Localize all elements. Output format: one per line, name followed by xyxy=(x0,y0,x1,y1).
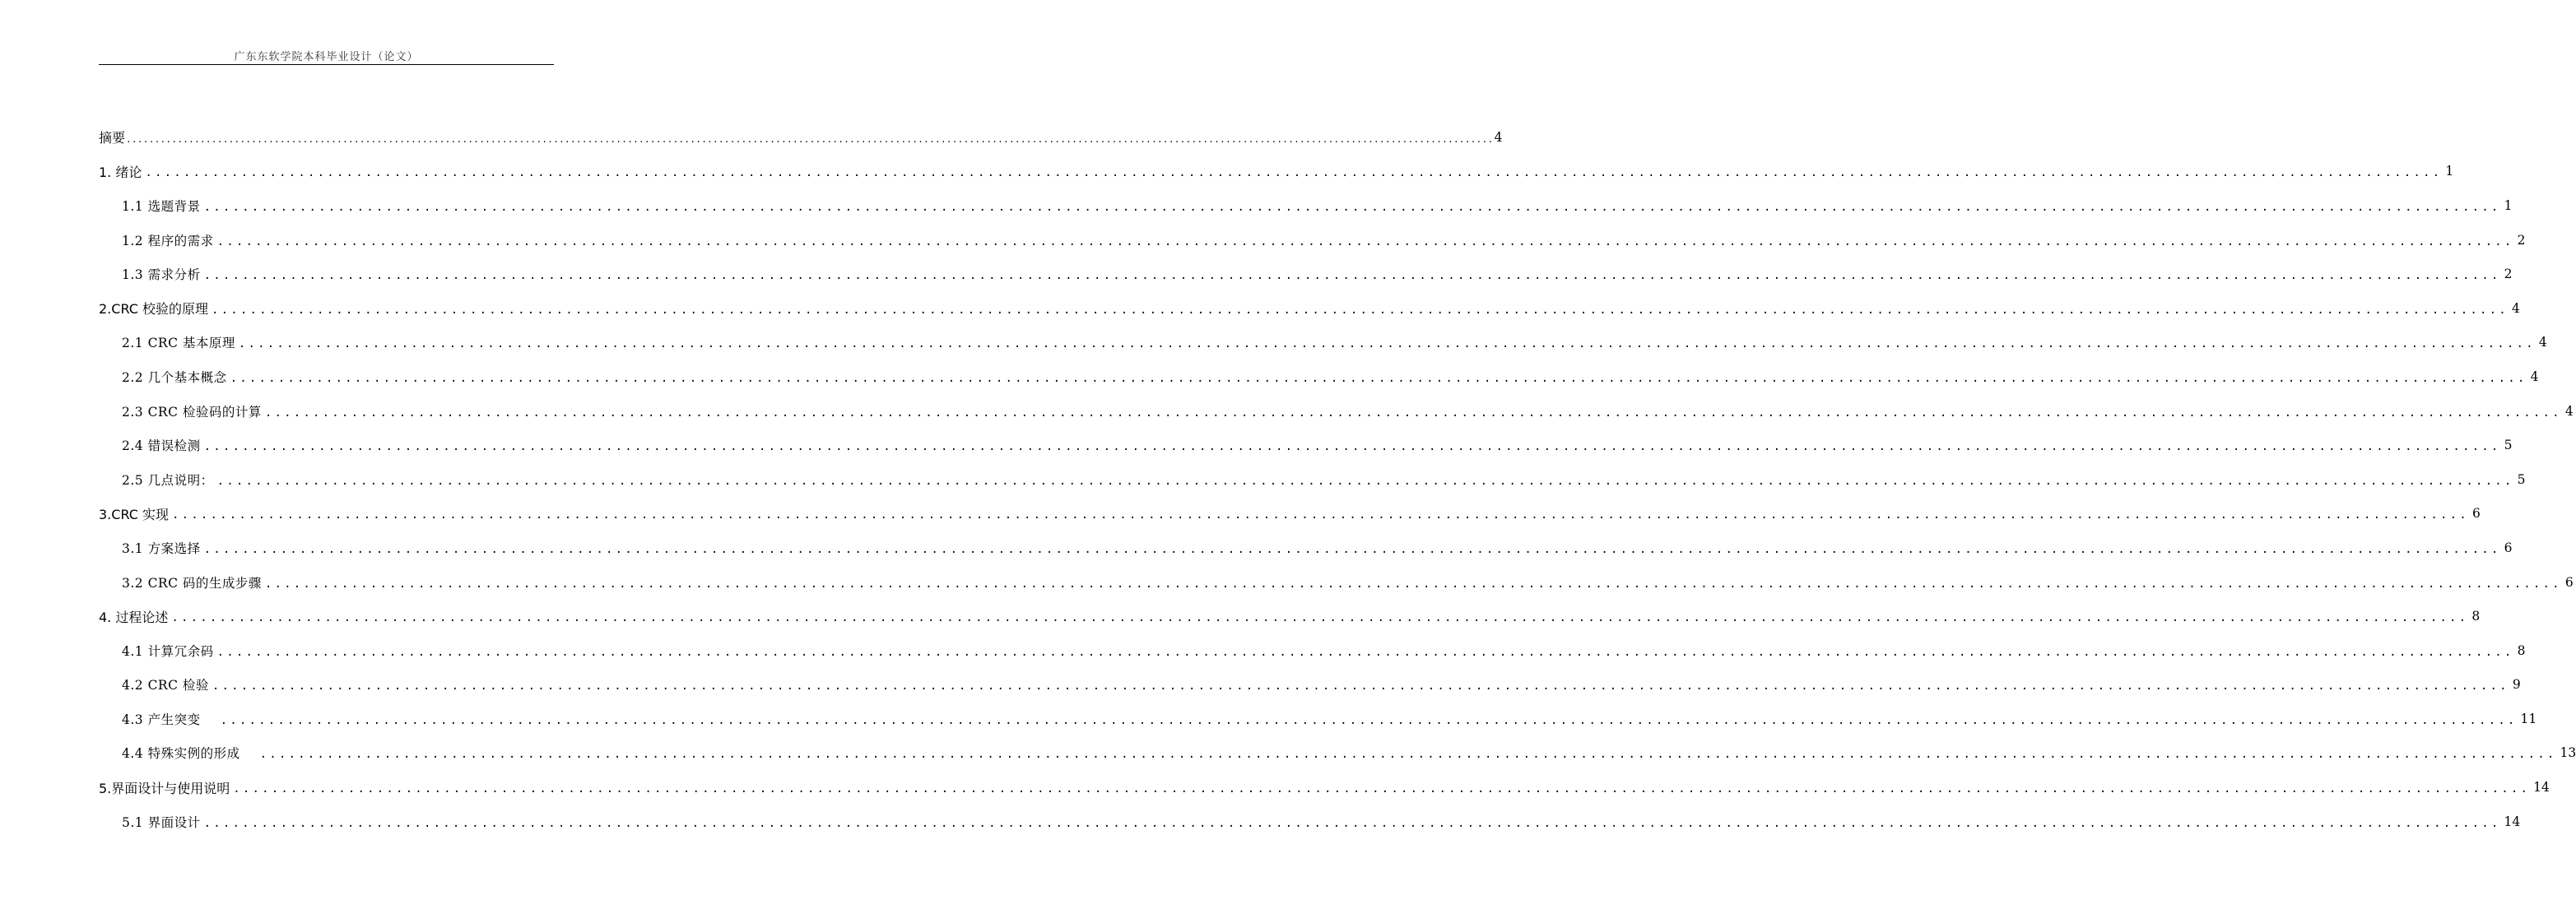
toc-dot-leader: ................................................................................................................................................................................................................................................ xyxy=(203,440,2501,454)
toc-entry-title: 3.CRC 实现 xyxy=(99,506,170,522)
toc-entry-section-1-3[interactable] xyxy=(99,257,2513,291)
toc-dot-leader: ................................................................................................................................................................................................................................................ xyxy=(259,748,2557,762)
toc-entry-section-1-1[interactable] xyxy=(99,188,2513,223)
toc-dot-leader: ................................................................................................................................................................................................................................................ xyxy=(233,782,2531,796)
toc-entry-title: 1.1 选题背景 xyxy=(122,198,201,214)
toc-entry-title: 2.1 CRC 基本原理 xyxy=(122,336,235,351)
toc-entry-page: 11 xyxy=(2520,711,2537,726)
toc-entry-page: 4 xyxy=(1494,129,1503,145)
toc-entry-title: 1. 绪论 xyxy=(99,164,142,180)
toc-entry-title: 2.CRC 校验的原理 xyxy=(99,301,209,318)
toc-entry-title: 2.5 几点说明： xyxy=(122,472,214,488)
toc-entry-title: 4.2 CRC 检验 xyxy=(122,678,209,693)
toc-entry-section-2-2[interactable] xyxy=(99,359,2539,394)
toc-entry-page: 14 xyxy=(2533,780,2550,795)
toc-dot-leader: ................................................................................................................................................................................................................................................ xyxy=(212,679,2509,693)
toc-dot-leader: ................................................................................................................................................................................................................................................ xyxy=(220,713,2518,727)
toc-dot-leader: ................................................................................................................................................................................................................................................ xyxy=(230,371,2527,385)
toc-dot-leader: ................................................................................................................................................................................................................................................ xyxy=(126,134,1494,146)
toc-entry-chapter-4[interactable] xyxy=(99,599,2481,633)
toc-entry-page: 4 xyxy=(2538,335,2547,350)
toc-entry-page: 8 xyxy=(2471,609,2481,624)
toc-entry-section-5-1[interactable] xyxy=(99,805,2521,839)
toc-entry-page: 14 xyxy=(2504,814,2521,829)
toc-entry-section-1-2[interactable] xyxy=(99,223,2526,257)
toc-entry-title: 4.1 计算冗余码 xyxy=(122,643,214,659)
toc-entry-page: 4 xyxy=(2512,300,2520,316)
toc-entry-page: 13 xyxy=(2560,745,2576,761)
toc-dot-leader: ................................................................................................................................................................................................................................................ xyxy=(238,337,2536,351)
table-of-contents xyxy=(99,120,2576,838)
toc-entry-title: 3.2 CRC 码的生成步骤 xyxy=(122,575,262,591)
toc-entry-page: 4 xyxy=(2530,369,2539,384)
toc-entry-page: 2 xyxy=(2517,232,2526,248)
toc-dot-leader: ................................................................................................................................................................................................................................................ xyxy=(203,542,2501,556)
toc-entry-page: 6 xyxy=(2504,540,2513,555)
toc-entry-abstract[interactable] xyxy=(99,120,1503,155)
toc-entry-section-3-2[interactable] xyxy=(99,565,2574,600)
toc-entry-section-2-4[interactable] xyxy=(99,428,2513,462)
toc-entry-section-2-3[interactable] xyxy=(99,394,2574,429)
toc-entry-page: 1 xyxy=(2504,197,2513,213)
toc-entry-page: 4 xyxy=(2564,403,2574,419)
toc-dot-leader: ................................................................................................................................................................................................................................................ xyxy=(172,508,2469,522)
toc-entry-section-2-5[interactable] xyxy=(99,462,2526,497)
toc-entry-chapter-1[interactable] xyxy=(99,155,2454,189)
toc-entry-section-2-1[interactable] xyxy=(99,326,2547,360)
toc-entry-title: 5.界面设计与使用说明 xyxy=(99,780,230,796)
toc-dot-leader: ................................................................................................................................................................................................................................................ xyxy=(203,816,2501,830)
toc-dot-leader: ................................................................................................................................................................................................................................................ xyxy=(203,200,2501,214)
toc-entry-title: 1.3 需求分析 xyxy=(122,267,201,283)
toc-entry-page: 2 xyxy=(2504,267,2513,282)
toc-entry-page: 8 xyxy=(2517,642,2526,658)
toc-entry-page: 5 xyxy=(2517,471,2526,487)
toc-dot-leader: ................................................................................................................................................................................................................................................ xyxy=(203,269,2501,283)
toc-dot-leader: ................................................................................................................................................................................................................................................ xyxy=(216,474,2514,488)
header-rule xyxy=(99,64,554,65)
toc-dot-leader: ................................................................................................................................................................................................................................................ xyxy=(264,406,2562,420)
toc-entry-title: 4.3 产生突变 xyxy=(122,712,201,727)
toc-entry-title: 摘要 xyxy=(99,130,126,146)
toc-dot-leader: ................................................................................................................................................................................................................................................ xyxy=(264,577,2562,591)
toc-entry-title: 2.3 CRC 检验码的计算 xyxy=(122,404,262,420)
toc-entry-section-4-2[interactable] xyxy=(99,668,2521,703)
toc-entry-title: 1.2 程序的需求 xyxy=(122,233,214,248)
page-header: 广东东软学院本科毕业设计（论文） xyxy=(234,51,419,63)
toc-dot-leader: ................................................................................................................................................................................................................................................ xyxy=(216,234,2514,248)
toc-entry-section-4-3[interactable] xyxy=(99,702,2537,736)
toc-entry-chapter-5[interactable] xyxy=(99,770,2550,805)
toc-entry-chapter-2[interactable] xyxy=(99,291,2520,326)
toc-dot-leader: ................................................................................................................................................................................................................................................ xyxy=(145,166,2443,180)
toc-dot-leader: ................................................................................................................................................................................................................................................ xyxy=(216,645,2514,659)
toc-entry-page: 1 xyxy=(2445,164,2454,179)
toc-entry-title: 4. 过程论述 xyxy=(99,609,169,625)
toc-entry-page: 5 xyxy=(2504,438,2513,453)
toc-dot-leader: ................................................................................................................................................................................................................................................ xyxy=(212,303,2509,317)
toc-entry-title: 5.1 界面设计 xyxy=(122,814,201,830)
toc-entry-title: 3.1 方案选择 xyxy=(122,540,201,556)
toc-entry-page: 6 xyxy=(2472,506,2481,522)
toc-entry-section-4-1[interactable] xyxy=(99,633,2526,668)
toc-entry-title: 2.4 错误检测 xyxy=(122,438,201,454)
toc-entry-chapter-3[interactable] xyxy=(99,497,2481,531)
toc-dot-leader: ................................................................................................................................................................................................................................................ xyxy=(171,611,2469,625)
toc-entry-page: 6 xyxy=(2564,574,2574,590)
toc-entry-title: 4.4 特殊实例的形成 xyxy=(122,746,240,762)
toc-entry-page: 9 xyxy=(2512,677,2521,693)
toc-entry-section-3-1[interactable] xyxy=(99,531,2513,565)
toc-entry-section-4-4[interactable] xyxy=(99,736,2576,771)
toc-entry-title: 2.2 几个基本概念 xyxy=(122,369,227,385)
